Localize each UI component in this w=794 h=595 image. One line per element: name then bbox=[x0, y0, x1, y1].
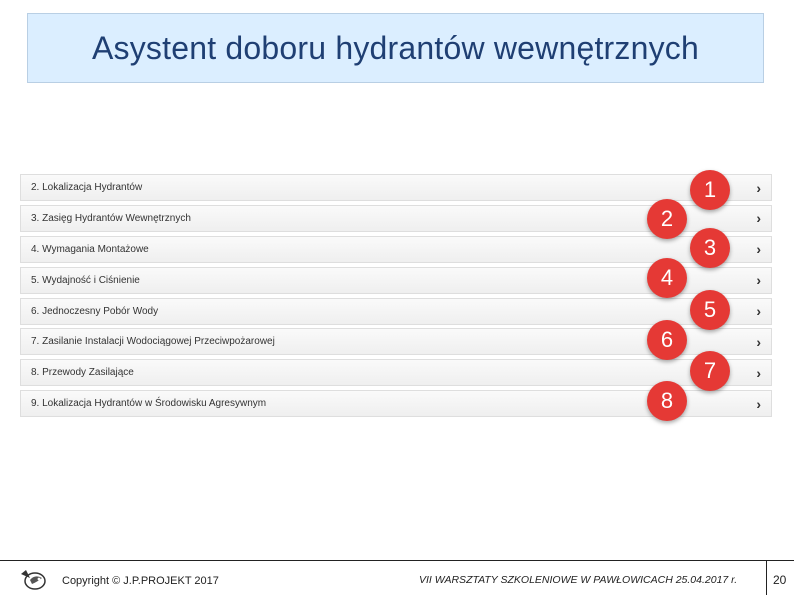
chevron-right-icon: › bbox=[756, 272, 761, 289]
number-badge: 8 bbox=[647, 381, 687, 421]
menu-item-label: 4. Wymagania Montażowe bbox=[31, 243, 149, 255]
number-badge: 3 bbox=[690, 228, 730, 268]
menu-item-label: 8. Przewody Zasilające bbox=[31, 367, 134, 379]
menu-item-label: 7. Zasilanie Instalacji Wodociągowej Przeciwpożarowej bbox=[31, 336, 275, 348]
number-badge: 5 bbox=[690, 290, 730, 330]
chevron-right-icon: › bbox=[756, 303, 761, 320]
footer bbox=[0, 560, 794, 595]
number-badge: 6 bbox=[647, 320, 687, 360]
page-title: Asystent doboru hydrantów wewnętrznych bbox=[91, 29, 700, 66]
chevron-right-icon: › bbox=[756, 333, 761, 350]
menu-item-label: 3. Zasięg Hydrantów Wewnętrznych bbox=[31, 212, 191, 224]
menu-item-label: 6. Jednoczesny Pobór Wody bbox=[31, 305, 159, 317]
number-badge: 2 bbox=[647, 199, 687, 239]
workshop-caption: VII WARSZTATY SZKOLENIOWE W PAWŁOWICACH 25.04.2017 r. bbox=[419, 574, 738, 586]
footer-divider bbox=[0, 560, 794, 561]
number-badge: 1 bbox=[690, 170, 730, 210]
title-box bbox=[27, 13, 764, 83]
copyright-text: Copyright © J.P.PROJEKT 2017 bbox=[62, 575, 219, 587]
number-badge: 4 bbox=[647, 258, 687, 298]
chevron-right-icon: › bbox=[756, 395, 761, 412]
menu-item-label: 9. Lokalizacja Hydrantów w Środowisku Agresywnym bbox=[31, 398, 267, 410]
number-badge: 7 bbox=[690, 351, 730, 391]
page-number: 20 bbox=[773, 573, 787, 587]
menu-item-label: 5. Wydajność i Ciśnienie bbox=[31, 274, 140, 286]
chevron-right-icon: › bbox=[756, 364, 761, 381]
chevron-right-icon: › bbox=[756, 210, 761, 227]
menu-item-lokalizacja[interactable] bbox=[20, 174, 772, 201]
menu-item-label: 2. Lokalizacja Hydrantów bbox=[31, 182, 143, 193]
chevron-right-icon: › bbox=[756, 241, 761, 258]
chevron-right-icon: › bbox=[756, 179, 761, 196]
bird-logo-icon bbox=[18, 566, 48, 592]
page-number-divider bbox=[766, 561, 767, 595]
